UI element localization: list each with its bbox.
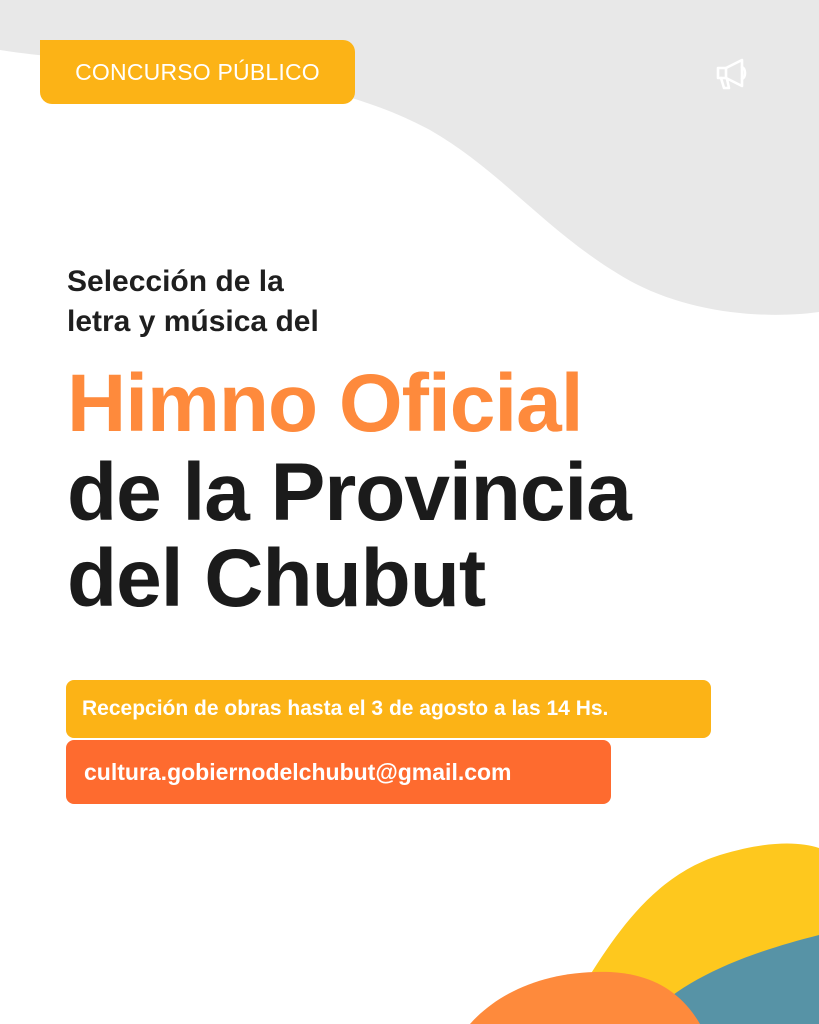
title-accent: Himno Oficial — [67, 358, 583, 449]
megaphone-icon — [712, 55, 756, 91]
subtitle-line-1: Selección de la — [67, 265, 284, 298]
subtitle — [67, 262, 487, 342]
category-badge: CONCURSO PÚBLICO — [40, 40, 355, 104]
email-banner[interactable]: cultura.gobiernodelchubut@gmail.com — [66, 740, 611, 804]
deadline-banner: Recepción de obras hasta el 3 de agosto a las 14 Hs. — [66, 680, 711, 738]
page-title — [67, 447, 631, 624]
title-line-2: del Chubut — [67, 533, 486, 624]
subtitle-line-2: letra y música del — [67, 305, 319, 338]
title-line-1: de la Provincia — [67, 447, 631, 538]
